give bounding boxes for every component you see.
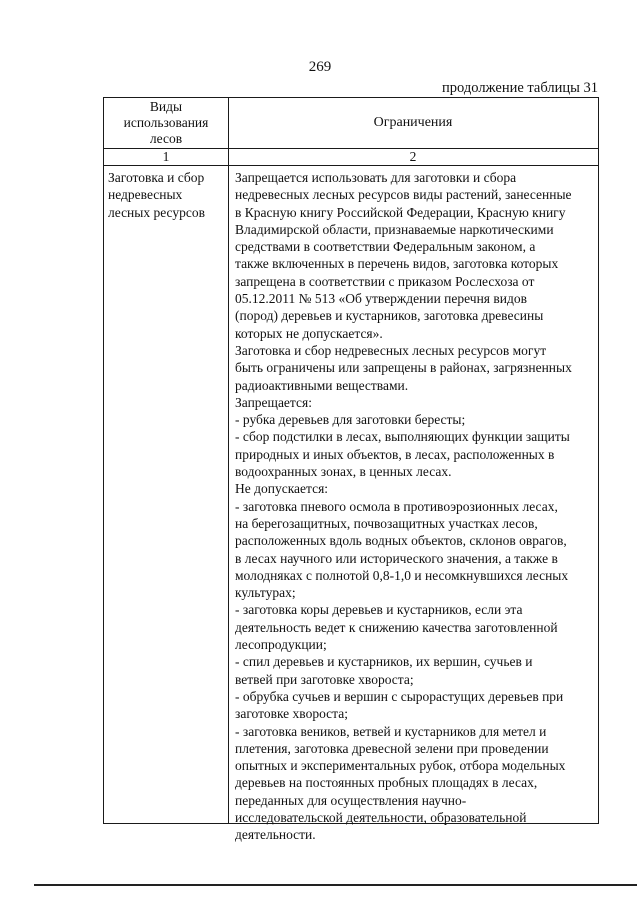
restriction-line: деревьев на постоянных пробных площадях в лесах,	[235, 775, 538, 791]
restrictions-table	[103, 97, 599, 843]
header-restrictions: Ограничения	[373, 115, 453, 130]
restriction-line: опытных и экспериментальных рубок, отбора модельных	[235, 758, 566, 774]
restriction-line: Заготовка и сбор недревесных лесных ресурсов могут	[235, 342, 547, 358]
restriction-line: - обрубка сучьев и вершин с сырорастущих деревьев при	[235, 688, 564, 704]
restriction-line: которых не допускается».	[235, 325, 383, 341]
forest-use-type-cell	[108, 169, 224, 221]
page-number: 269	[308, 59, 332, 75]
restriction-line: плетения, заготовка древесной зелени при проведении	[235, 740, 549, 756]
restriction-line: исследовательской деятельности, образовательной	[235, 809, 527, 825]
restriction-line: - рубка деревьев для заготовки бересты;	[235, 412, 466, 428]
restriction-line: - заготовка веников, ветвей и кустарников для метел и	[235, 723, 547, 739]
restriction-line: Запрещается использовать для заготовки и сбора	[235, 170, 517, 185]
restriction-line: в Красную книгу Российской Федерации, Красную книгу	[235, 204, 566, 220]
column-number-1: 1	[162, 149, 170, 164]
header-col1-line: лесов	[149, 131, 183, 146]
restriction-line: запрещена в соответствии с приказом Рослесхоза от	[235, 273, 535, 289]
restriction-line: лесопродукции;	[235, 637, 327, 653]
header-forest-use-types	[104, 98, 228, 148]
table-continuation-caption: продолжение таблицы 31	[442, 80, 598, 96]
restriction-line: - сбор подстилки в лесах, выполняющих функции защиты	[235, 429, 570, 445]
restriction-line: Не допускается:	[235, 481, 329, 497]
restriction-line: молодняках с полнотой 0,8-1,0 и несомкнувшихся лесных	[235, 567, 569, 583]
restriction-line: Владимирской области, признаваемые наркотическими	[235, 221, 554, 237]
restriction-line: заготовке хвороста;	[235, 706, 348, 722]
restriction-line: культурах;	[235, 585, 296, 601]
column-number-divider	[104, 165, 598, 166]
restriction-line: водоохранных зонах, в ценных лесах.	[235, 464, 452, 480]
restriction-line: также включенных в перечень видов, заготовка которых	[235, 256, 559, 272]
footer-rule	[34, 884, 637, 886]
restriction-line: средствами в соответствии Федеральным законом, а	[235, 239, 536, 255]
restriction-line: расположенных вдоль водных объектов, склонов оврагов,	[235, 533, 567, 549]
restriction-line: в лесах научного или исторического значения, а также в	[235, 550, 558, 566]
restriction-line: - спил деревьев и кустарников, их вершин, сучьев и	[235, 654, 533, 670]
restriction-line: ветвей при заготовке хвороста;	[235, 671, 414, 687]
column-number-2: 2	[409, 149, 417, 164]
restriction-line: Запрещается:	[235, 394, 312, 410]
restriction-line: (пород) деревьев и кустарников, заготовка древесины	[235, 308, 544, 324]
restriction-line: на берегозащитных, почвозащитных участках лесов,	[235, 515, 538, 531]
restriction-line: - заготовка пневого осмола в противоэрозионных лесах,	[235, 498, 558, 514]
forest-use-type-line: Заготовка и сбор	[108, 170, 205, 185]
header-col1-line: использования	[123, 115, 209, 130]
restriction-line: быть ограничены или запрещены в районах, загрязненных	[235, 360, 572, 376]
restriction-line: - заготовка коры деревьев и кустарников, если эта	[235, 602, 523, 618]
header-col1-line: Виды	[149, 99, 183, 114]
restriction-line: деятельности.	[235, 827, 316, 843]
restriction-line: радиоактивными веществами.	[235, 377, 409, 393]
restriction-line: деятельность ведет к снижению качества заготовленной	[235, 619, 558, 635]
column-divider	[228, 98, 229, 823]
restriction-line: природных и иных объектов, в лесах, расположенных в	[235, 446, 555, 462]
restriction-line: переданных для осуществления научно-	[235, 792, 467, 808]
forest-use-type-line: лесных ресурсов	[108, 204, 205, 220]
restriction-line: недревесных лесных ресурсов виды растений, занесенные	[235, 187, 572, 203]
forest-use-type-line: недревесных	[108, 187, 183, 203]
restriction-line: 05.12.2011 № 513 «Об утверждении перечня видов	[235, 291, 527, 307]
restrictions-cell	[235, 169, 592, 844]
